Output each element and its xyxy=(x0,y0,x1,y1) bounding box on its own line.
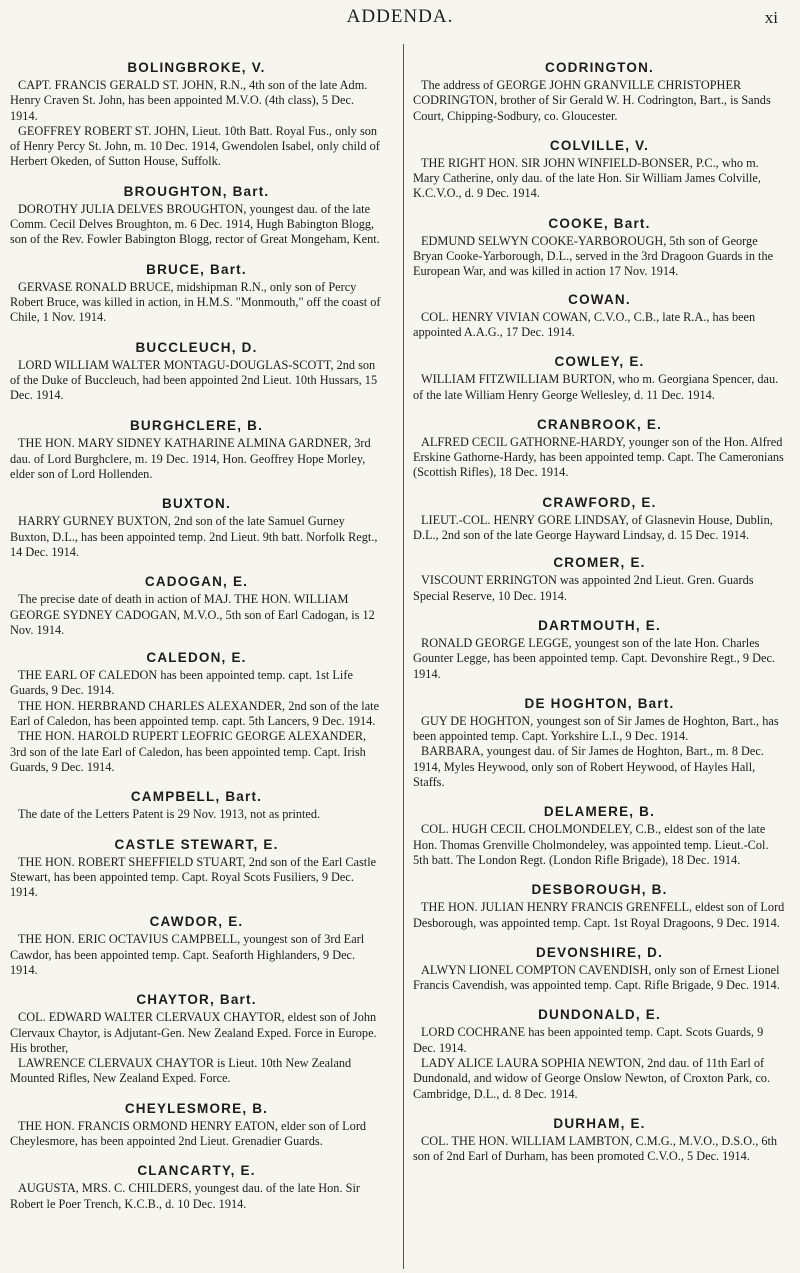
entry-paragraph: The address of GEORGE JOHN GRANVILLE CHRISTOPHER CODRINGTON, brother of Sir Gerald W. H. Codrington, Bart., is Sands Court, Chipping-Sodbury, co. Gloucester. xyxy=(413,78,771,123)
entry-paragraph: The precise date of death in action of MAJ. THE HON. WILLIAM GEORGE SYDNEY CADOGAN, M.V.O., 5th son of Earl Cadogan, is 12 Nov. 1914. xyxy=(10,592,375,637)
entry-paragraph: THE HON. HAROLD RUPERT LEOFRIC GEORGE ALEXANDER, 3rd son of the late Earl of Caledon, has been appointed temp. Capt. Irish Guards, 9 Dec. 1914. xyxy=(10,729,367,774)
entry-paragraph: CAPT. FRANCIS GERALD ST. JOHN, R.N., 4th son of the late Adm. Henry Craven St. John, has been appointed M.V.O. (4th class), 5 Dec. 1914. xyxy=(10,78,368,123)
entry-8 xyxy=(10,650,383,775)
entry-paragraph: THE RIGHT HON. SIR JOHN WINFIELD-BONSER, P.C., who m. Mary Catherine, only dau. of the late Hon. Sir William James Colville, K.C.V.O., d. 9 Dec. 1914. xyxy=(413,155,761,201)
page-number: xi xyxy=(764,8,778,27)
entry-heading: BUXTON. xyxy=(162,496,231,512)
entry-paragraph: LADY ALICE LAURA SOPHIA NEWTON, 2nd dau. of 11th Earl of Dundonald, and widow of George Onslow Newton, of Croxton Park, co. Cambridge, D.L., d. 8 Dec. 1914. xyxy=(413,1055,771,1101)
entry-heading: DE HOGHTON, Bart. xyxy=(524,695,675,711)
entry-heading: CHEYLESMORE, B. xyxy=(124,1100,269,1116)
entry-heading: COWAN. xyxy=(568,291,631,307)
entry-paragraph: BARBARA, youngest dau. of Sir James de Hoghton, Bart., m. 8 Dec. 1914, Myles Heywood, only son of Robert Heywood, of Hayles Hall, Staffs. xyxy=(413,744,764,790)
entry-15 xyxy=(413,1116,786,1165)
entry-paragraph: LIEUT.-COL. HENRY GORE LINDSAY, of Glasnevin House, Dublin, D.L., 2nd son of the late George Hayward Lindsay, d. 15 Dec. 1914. xyxy=(413,512,773,543)
entry-paragraph: WILLIAM FITZWILLIAM BURTON, who m. Georgiana Spencer, dau. of the late William Henry George Wellesley, d. 11 Dec. 1914. xyxy=(413,372,779,402)
entry-10 xyxy=(413,696,786,790)
entry-paragraph: ALWYN LIONEL COMPTON CAVENDISH, only son of Ernest Lionel Francis Cavendish, was appointed temp. Capt. Rifle Brigade, 9 Dec. 1914. xyxy=(413,962,780,993)
entry-12 xyxy=(10,992,383,1086)
entry-paragraph: GEOFFREY ROBERT ST. JOHN, Lieut. 10th Batt. Royal Fus., only son of Henry Percy St. John, m. 10 Dec. 1914, Gwendolen Isabel, only child of Herbert Okeden, of Sutton House, Suffolk. xyxy=(10,123,380,169)
right-column xyxy=(413,46,786,1164)
entry-7 xyxy=(413,495,786,544)
entry-6 xyxy=(10,496,383,560)
entry-heading: DESBOROUGH, B. xyxy=(531,882,668,898)
entry-heading: COWLEY, E. xyxy=(554,354,645,370)
entry-paragraph: THE HON. FRANCIS ORMOND HENRY EATON, elder son of Lord Cheylesmore, has been appointed 2nd Lieut. Grenadier Guards. xyxy=(10,1118,367,1149)
entry-paragraph: DOROTHY JULIA DELVES BROUGHTON, youngest dau. of the late Comm. Cecil Delves Broughton, m. 6 Dec. 1914, Hugh Babington Blogg, son of the Rev. Fowler Babington Blogg, rector of Great Mongeham, Kent. xyxy=(10,201,380,247)
entry-paragraph: COL. THE HON. WILLIAM LAMBTON, C.M.G., M.V.O., D.S.O., 6th son of 2nd Earl of Durham, has been promoted C.V.O., 5 Dec. 1914. xyxy=(413,1133,778,1164)
entry-paragraph: LAWRENCE CLERVAUX CHAYTOR is Lieut. 10th New Zealand Mounted Rifles, New Zealand Exped. Force. xyxy=(10,1056,352,1086)
entry-paragraph: COL. HUGH CECIL CHOLMONDELEY, C.B., eldest son of the late Hon. Thomas Grenville Cholmondeley, was appointed temp. Lieut.-Col. 5th batt. The London Regt. (London Rifle Brigade), 18 Dec. 1914. xyxy=(413,822,769,867)
entry-paragraph: THE EARL OF CALEDON has been appointed temp. capt. 1st Life Guards, 9 Dec. 1914. xyxy=(10,668,353,698)
entry-heading: DUNDONALD, E. xyxy=(538,1007,661,1023)
entry-heading: DARTMOUTH, E. xyxy=(538,617,661,633)
entry-heading: DURHAM, E. xyxy=(553,1115,646,1131)
entry-paragraph: COL. EDWARD WALTER CLERVAUX CHAYTOR, eldest son of John Clervaux Chaytor, is Adjutant-Gen. New Zealand Exped. Force in Europe. His brother, xyxy=(10,1010,377,1055)
entry-paragraph: EDMUND SELWYN COOKE-YARBOROUGH, 5th son of George Bryan Cooke-Yarborough, D.L., served in the 3rd Dragoon Guards in the European War, and was killed in action 17 Nov. 1914. xyxy=(413,233,774,279)
entry-paragraph: GERVASE RONALD BRUCE, midshipman R.N., only son of Percy Robert Bruce, was killed in action, in H.M.S. "Monmouth," off the coast of Chile, 1 Nov. 1914. xyxy=(10,279,381,325)
entry-14 xyxy=(10,1163,383,1212)
entry-heading: CHAYTOR, Bart. xyxy=(136,992,257,1008)
entry-paragraph: GUY DE HOGHTON, youngest son of Sir James de Hoghton, Bart., has been appointed temp. Capt. Yorkshire L.I., 9 Dec. 1914. xyxy=(413,713,779,744)
page-title: ADDENDA. xyxy=(346,6,454,27)
entry-paragraph: LORD WILLIAM WALTER MONTAGU-DOUGLAS-SCOTT, 2nd son of the Duke of Buccleuch, had been appointed 2nd Lieut. 10th Hussars, 15 Dec. 1914. xyxy=(10,357,378,403)
entry-14 xyxy=(413,1007,786,1101)
entry-10 xyxy=(10,837,383,901)
entry-heading: CRANBROOK, E. xyxy=(536,416,663,432)
entry-heading: DEVONSHIRE, D. xyxy=(535,944,664,960)
entry-paragraph: The date of the Letters Patent is 29 Nov. 1913, not as printed. xyxy=(18,807,321,822)
entry-5 xyxy=(10,418,383,482)
entry-8 xyxy=(413,555,786,604)
entry-3 xyxy=(413,216,786,280)
entry-6 xyxy=(413,417,786,481)
entry-heading: BUCCLEUCH, D. xyxy=(135,339,258,355)
entry-paragraph: THE HON. MARY SIDNEY KATHARINE ALMINA GARDNER, 3rd dau. of Lord Burghclere, m. 19 Dec. 1914, Hon. Geoffrey Hope Morley, elder son of Lord Hollenden. xyxy=(10,436,371,482)
entry-paragraph: THE HON. ERIC OCTAVIUS CAMPBELL, youngest son of 3rd Earl Cawdor, has been appointed temp. Capt. Seaforth Highlanders, 9 Dec. 1914. xyxy=(10,932,365,977)
entry-11 xyxy=(10,914,383,978)
entry-heading: DELAMERE, B. xyxy=(543,804,656,820)
entry-heading: BOLINGBROKE, V. xyxy=(127,60,266,75)
entry-heading: CODRINGTON. xyxy=(545,60,654,75)
entry-5 xyxy=(413,354,786,403)
entry-heading: CLANCARTY, E. xyxy=(137,1163,256,1179)
entry-9 xyxy=(413,618,786,682)
entry-9 xyxy=(10,789,383,822)
entry-2 xyxy=(10,184,383,248)
entry-12 xyxy=(413,882,786,931)
entry-4 xyxy=(413,292,786,341)
entry-3 xyxy=(10,262,383,326)
entry-paragraph: AUGUSTA, MRS. C. CHILDERS, youngest dau. of the late Hon. Sir Robert le Poer Trench, K.C.B., d. 10 Dec. 1914. xyxy=(10,1181,360,1211)
entry-2 xyxy=(413,138,786,202)
entry-heading: CADOGAN, E. xyxy=(144,574,249,590)
entry-paragraph: THE HON. JULIAN HENRY FRANCIS GRENFELL, eldest son of Lord Desborough, was appointed temp. Capt. 1st Royal Dragoons, 9 Dec. 1914. xyxy=(413,900,785,930)
entry-heading: CASTLE STEWART, E. xyxy=(114,836,279,852)
entry-11 xyxy=(413,804,786,868)
entry-heading: CAMPBELL, Bart. xyxy=(130,789,263,805)
entry-paragraph: THE HON. ROBERT SHEFFIELD STUART, 2nd son of the Earl Castle Stewart, has been appointed temp. Capt. Royal Scots Fusiliers, 9 Dec. 1914. xyxy=(10,854,377,900)
entry-paragraph: RONALD GEORGE LEGGE, youngest son of the late Hon. Charles Gounter Legge, has been appointed temp. Capt. Devonshire Regt., 9 Dec. 1914. xyxy=(413,635,775,681)
entry-paragraph: HARRY GURNEY BUXTON, 2nd son of the late Samuel Gurney Buxton, D.L., has been appointed temp. 2nd Lieut. 9th batt. Norfolk Regt., 14 Dec. 1914. xyxy=(10,514,378,559)
left-column xyxy=(10,46,383,1212)
column-divider xyxy=(403,44,404,1269)
entry-paragraph: ALFRED CECIL GATHORNE-HARDY, younger son of the Hon. Alfred Erskine Gathorne-Hardy, has been appointed temp. Capt. The Cameronians (Scottish Rifles), 18 Dec. 1914. xyxy=(413,434,784,480)
entry-4 xyxy=(10,340,383,404)
entry-7 xyxy=(10,574,383,638)
page-header xyxy=(0,0,800,34)
entry-heading: CAWDOR, E. xyxy=(149,914,244,930)
entry-paragraph: VISCOUNT ERRINGTON was appointed 2nd Lieut. Gren. Guards Special Reserve, 10 Dec. 1914. xyxy=(413,573,754,603)
entry-1 xyxy=(413,60,786,124)
entry-heading: COOKE, Bart. xyxy=(548,215,651,231)
entry-heading: BURGHCLERE, B. xyxy=(129,418,264,434)
entry-heading: COLVILLE, V. xyxy=(549,137,650,153)
entry-1 xyxy=(10,60,383,170)
entry-paragraph: COL. HENRY VIVIAN COWAN, C.V.O., C.B., late R.A., has been appointed A.A.G., 17 Dec. 1914. xyxy=(413,309,756,339)
entry-heading: BRUCE, Bart. xyxy=(146,261,247,277)
entry-13 xyxy=(10,1101,383,1150)
entry-paragraph: THE HON. HERBRAND CHARLES ALEXANDER, 2nd son of the late Earl of Caledon, has been appointed temp. capt. 5th Lancers, 9 Dec. 1914. xyxy=(10,698,380,729)
entry-heading: CRAWFORD, E. xyxy=(542,494,657,510)
entry-heading: CALEDON, E. xyxy=(146,650,247,666)
entry-heading: CROMER, E. xyxy=(553,555,646,571)
entry-13 xyxy=(413,945,786,994)
entry-paragraph: LORD COCHRANE has been appointed temp. Capt. Scots Guards, 9 Dec. 1914. xyxy=(413,1025,764,1055)
entry-heading: BROUGHTON, Bart. xyxy=(123,183,270,199)
